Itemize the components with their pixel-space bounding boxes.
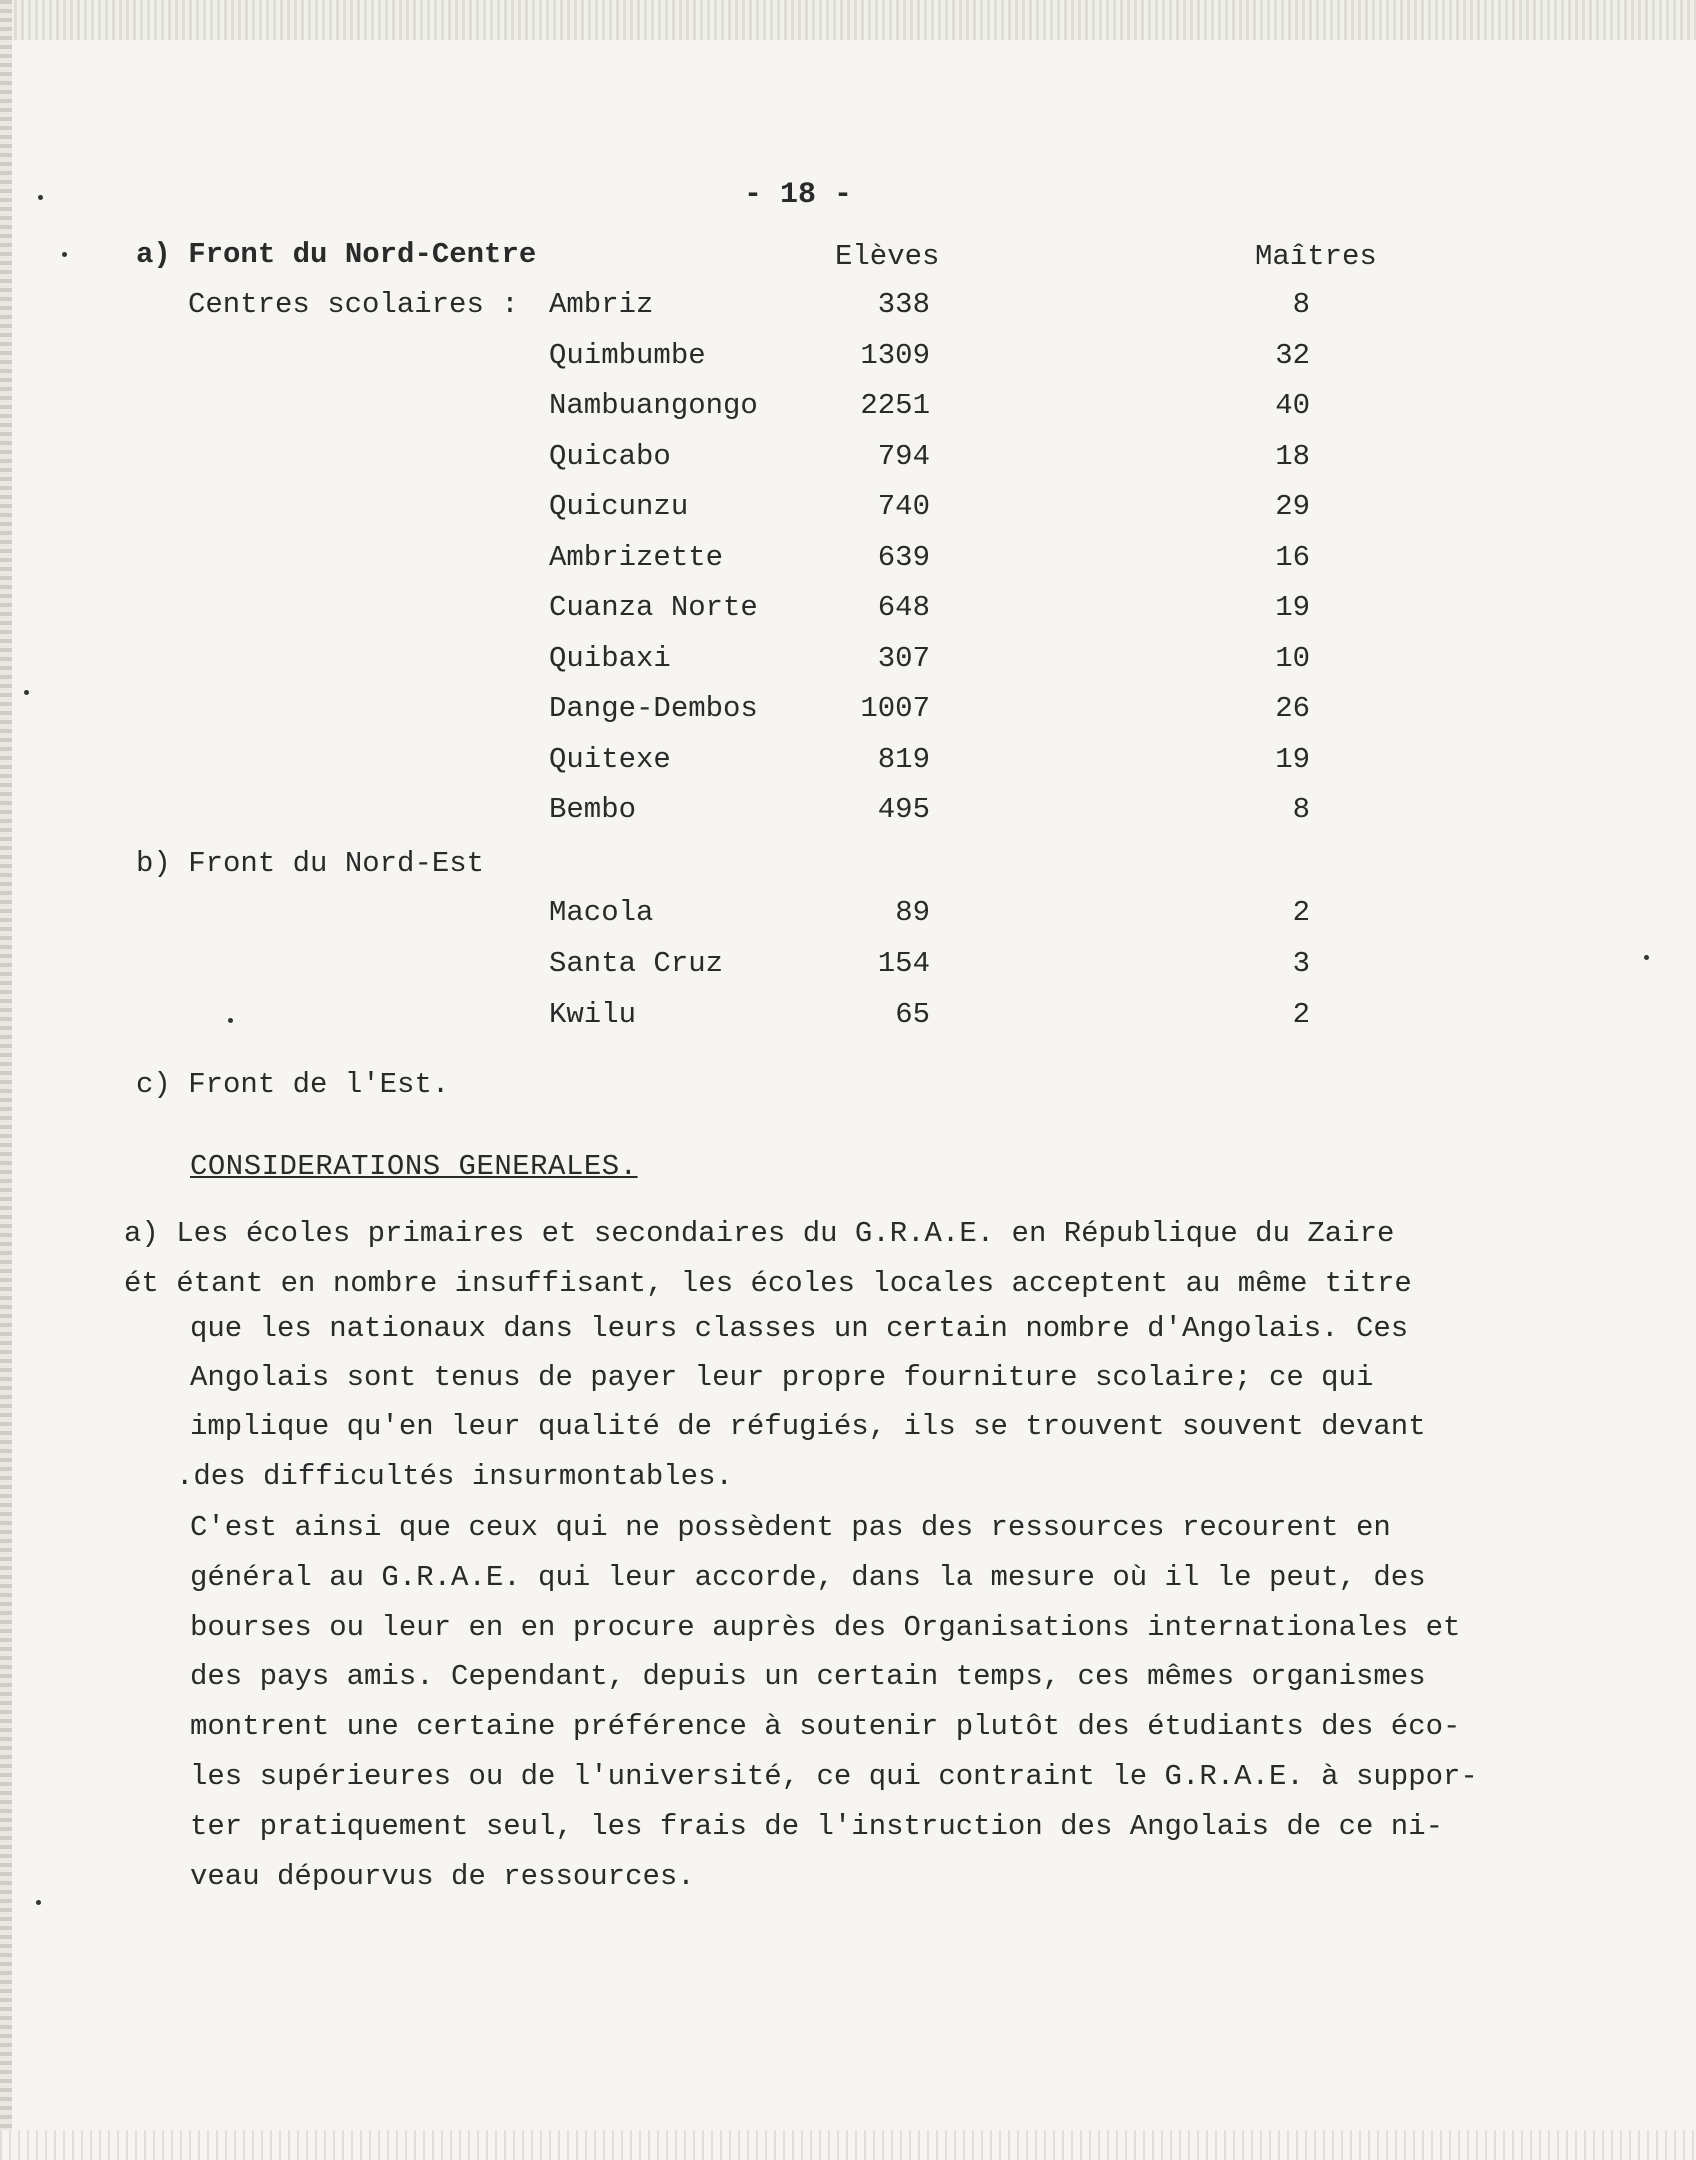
centre-name: Nambuangongo	[549, 389, 758, 422]
paragraph-line: bourses ou leur en en procure auprès des Organisations internationales et	[190, 1611, 1461, 1644]
section-b-title: b) Front du Nord-Est	[136, 847, 485, 880]
scan-speck	[1644, 955, 1649, 960]
centre-name: Ambriz	[549, 288, 654, 321]
eleves-count: 2251	[860, 389, 930, 422]
eleves-count: 154	[877, 947, 930, 980]
eleves-count: 639	[877, 540, 930, 574]
eleves-count: 307	[877, 641, 930, 675]
paragraph-line: des pays amis. Cependant, depuis un certain temps, ces mêmes organismes	[190, 1660, 1426, 1693]
centre-name: Dange-Dembos	[549, 692, 758, 725]
centre-name: Quicabo	[549, 439, 671, 473]
paragraph-line: implique qu'en leur qualité de réfugiés, ils se trouvent souvent devant	[190, 1410, 1426, 1443]
maitres-count: 32	[1275, 338, 1310, 372]
maitres-count: 19	[1275, 591, 1310, 624]
eleves-count: 495	[877, 793, 930, 826]
paragraph-line: a) Les écoles primaires et secondaires du G.R.A.E. en République du Zaire	[124, 1217, 1395, 1250]
maitres-count: 19	[1275, 742, 1310, 776]
maitres-count: 29	[1275, 490, 1310, 523]
scan-artifact-top	[0, 0, 1696, 40]
scan-speck	[38, 195, 43, 200]
centre-name: Quicunzu	[549, 490, 689, 523]
scan-speck	[24, 690, 29, 695]
centre-name: Ambrizette	[549, 540, 724, 574]
eleves-count: 1309	[860, 338, 930, 372]
maitres-count: 18	[1275, 439, 1310, 473]
paragraph-line: général au G.R.A.E. qui leur accorde, dans la mesure où il le peut, des	[190, 1561, 1426, 1594]
section-c-title: c) Front de l'Est.	[136, 1068, 450, 1101]
paragraph-line: ter pratiquement seul, les frais de l'instruction des Angolais de ce ni-	[190, 1810, 1444, 1843]
centre-name: Quimbumbe	[549, 338, 706, 372]
eleves-count: 1007	[860, 692, 930, 725]
maitres-count: 2	[1292, 896, 1310, 929]
scan-speck	[62, 252, 67, 257]
scan-artifact-left	[0, 0, 12, 2160]
centre-name: Santa Cruz	[549, 947, 724, 980]
centre-name: Quitexe	[549, 742, 671, 776]
paragraph-line: ét étant en nombre insuffisant, les écoles locales acceptent au même titre	[124, 1267, 1412, 1300]
paragraph-line: les supérieures ou de l'université, ce qui contraint le G.R.A.E. à suppor-	[190, 1760, 1478, 1793]
maitres-count: 2	[1292, 998, 1310, 1031]
eleves-count: 740	[877, 490, 930, 523]
centre-name: Quibaxi	[549, 641, 671, 675]
eleves-count: 794	[877, 439, 930, 473]
paragraph-line: veau dépourvus de ressources.	[190, 1860, 695, 1893]
paragraph-line: que les nationaux dans leurs classes un certain nombre d'Angolais. Ces	[190, 1312, 1409, 1345]
centre-name: Macola	[549, 896, 654, 929]
scan-artifact-bottom	[0, 2130, 1696, 2160]
centre-name: Kwilu	[549, 998, 637, 1031]
centres-scolaires-label: Centres scolaires :	[188, 288, 519, 321]
page-number: - 18 -	[744, 178, 853, 212]
maitres-count: 3	[1292, 947, 1310, 980]
considerations-heading: CONSIDERATIONS GENERALES.	[190, 1150, 638, 1183]
paragraph-line: Angolais sont tenus de payer leur propre fourniture scolaire; ce qui	[190, 1361, 1374, 1394]
centre-name: Cuanza Norte	[549, 591, 758, 624]
eleves-count: 648	[877, 591, 930, 624]
maitres-count: 8	[1292, 288, 1310, 321]
centre-name: Bembo	[549, 793, 637, 826]
paragraph-line: .des difficultés insurmontables.	[176, 1460, 733, 1493]
maitres-count: 26	[1275, 692, 1310, 725]
maitres-count: 40	[1275, 389, 1310, 422]
scan-speck	[228, 1018, 233, 1023]
maitres-count: 10	[1275, 641, 1310, 675]
scan-speck	[36, 1900, 41, 1905]
column-header-maitres: Maîtres	[1255, 240, 1377, 273]
column-header-eleves: Elèves	[835, 240, 940, 273]
eleves-count: 65	[895, 998, 930, 1031]
section-a-title: a) Front du Nord-Centre	[136, 238, 537, 271]
paragraph-line: montrent une certaine préférence à soutenir plutôt des étudiants des éco-	[190, 1710, 1461, 1743]
eleves-count: 338	[877, 288, 930, 321]
eleves-count: 819	[877, 742, 930, 776]
eleves-count: 89	[895, 896, 930, 929]
maitres-count: 16	[1275, 540, 1310, 574]
maitres-count: 8	[1292, 793, 1310, 826]
paragraph-line: C'est ainsi que ceux qui ne possèdent pas des ressources recourent en	[190, 1511, 1391, 1544]
